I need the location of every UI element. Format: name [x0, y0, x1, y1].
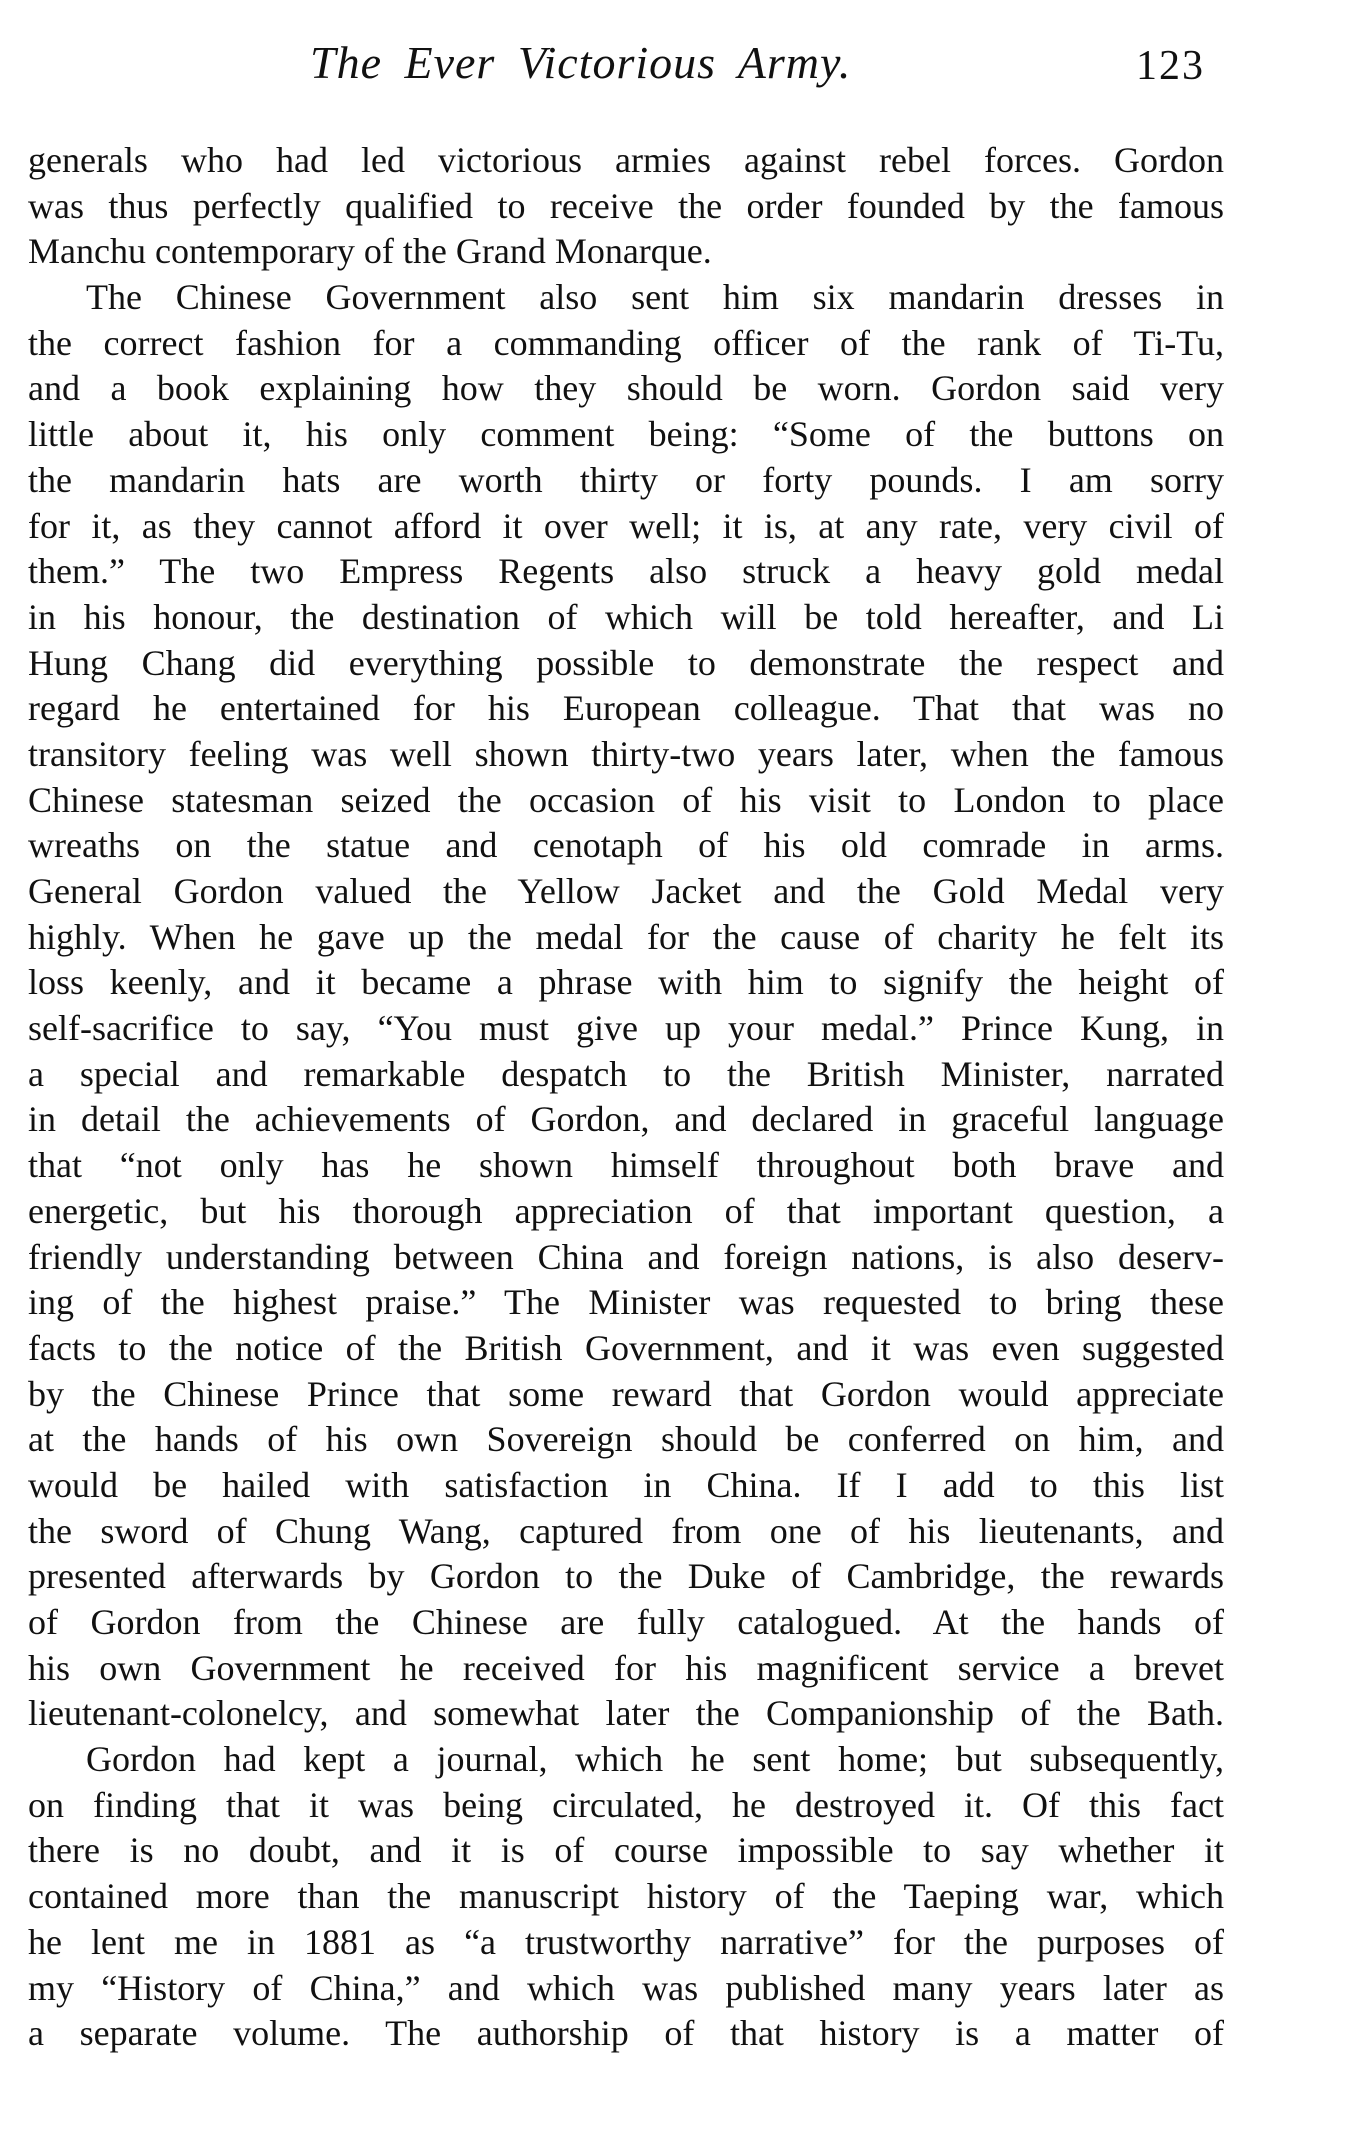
text-line: that “not only has he shown himself throughout both brave and [28, 1145, 1224, 1186]
text-line: the sword of Chung Wang, captured from one of his lieutenants, and [28, 1510, 1224, 1551]
text-line: in detail the achievements of Gordon, and declared in graceful language [28, 1099, 1224, 1140]
text-line: a separate volume. The authorship of that history is a matter of [28, 2013, 1224, 2054]
page-number: 123 [1136, 43, 1205, 89]
text-line: Hung Chang did everything possible to demonstrate the respect and [28, 642, 1224, 683]
text-line: them.” The two Empress Regents also struck a heavy gold medal [28, 551, 1224, 592]
text-line: facts to the notice of the British Government, and it was even suggested [28, 1327, 1224, 1368]
text-line: loss keenly, and it became a phrase with him to signify the height of [28, 962, 1224, 1003]
text-line: presented afterwards by Gordon to the Duke of Cambridge, the rewards [28, 1556, 1224, 1597]
text-line: energetic, but his thorough appreciation of that important question, a [28, 1190, 1224, 1231]
text-line: General Gordon valued the Yellow Jacket and the Gold Medal very [28, 871, 1224, 911]
text-line: transitory feeling was well shown thirty-two years later, when the famous [28, 733, 1224, 774]
text-line: his own Government he received for his magnificent service a brevet [28, 1647, 1224, 1688]
text-line: for it, as they cannot afford it over well; it is, at any rate, very civil of [28, 505, 1224, 546]
body-text [28, 138, 1224, 2057]
text-line: wreaths on the statue and cenotaph of his old comrade in arms. [28, 825, 1224, 866]
text-line: lieutenant-colonelcy, and somewhat later the Companionship of the Bath. [28, 1693, 1224, 1734]
text-line: the correct fashion for a commanding officer of the rank of Ti-Tu, [28, 322, 1224, 363]
text-line: by the Chinese Prince that some reward that Gordon would appreciate [28, 1373, 1224, 1414]
text-line: Chinese statesman seized the occasion of his visit to London to place [28, 779, 1224, 820]
text-line: regard he entertained for his European colleague. That that was no [28, 688, 1224, 729]
text-line: was thus perfectly qualified to receive the order founded by the famous [28, 185, 1224, 226]
text-line: the mandarin hats are worth thirty or forty pounds. I am sorry [28, 459, 1224, 500]
text-line: Manchu contemporary of the Grand Monarque. [28, 231, 712, 272]
text-line: The Chinese Government also sent him six mandarin dresses in [86, 277, 1224, 318]
text-line: my “History of China,” and which was published many years later as [28, 1967, 1224, 2008]
text-line: ing of the highest praise.” The Minister was requested to bring these [28, 1282, 1224, 1323]
text-line: a special and remarkable despatch to the British Minister, narrated [28, 1053, 1224, 1094]
text-line: generals who had led victorious armies against rebel forces. Gordon [28, 140, 1224, 180]
text-line: on finding that it was being circulated, he destroyed it. Of this fact [28, 1784, 1224, 1825]
text-line: Gordon had kept a journal, which he sent home; but subsequently, [86, 1739, 1224, 1780]
text-line: little about it, his only comment being: “Some of the buttons on [28, 414, 1224, 455]
text-line: there is no doubt, and it is of course impossible to say whether it [28, 1830, 1224, 1871]
running-title: The Ever Victorious Army. [310, 37, 852, 88]
text-line: and a book explaining how they should be worn. Gordon said very [28, 368, 1224, 409]
text-line: in his honour, the destination of which will be told hereafter, and Li [28, 596, 1224, 637]
text-line: self-sacrifice to say, “You must give up your medal.” Prince Kung, in [28, 1008, 1224, 1049]
text-line: would be hailed with satisfaction in China. If I add to this list [28, 1464, 1224, 1505]
text-line: at the hands of his own Sovereign should be conferred on him, and [28, 1419, 1224, 1460]
text-line: he lent me in 1881 as “a trustworthy narrative” for the purposes of [28, 1921, 1224, 1962]
text-line: of Gordon from the Chinese are fully catalogued. At the hands of [28, 1602, 1224, 1642]
text-line: contained more than the manuscript history of the Taeping war, which [28, 1876, 1224, 1917]
text-line: highly. When he gave up the medal for the cause of charity he felt its [28, 916, 1224, 957]
text-line: friendly understanding between China and foreign nations, is also deserv- [28, 1236, 1224, 1277]
